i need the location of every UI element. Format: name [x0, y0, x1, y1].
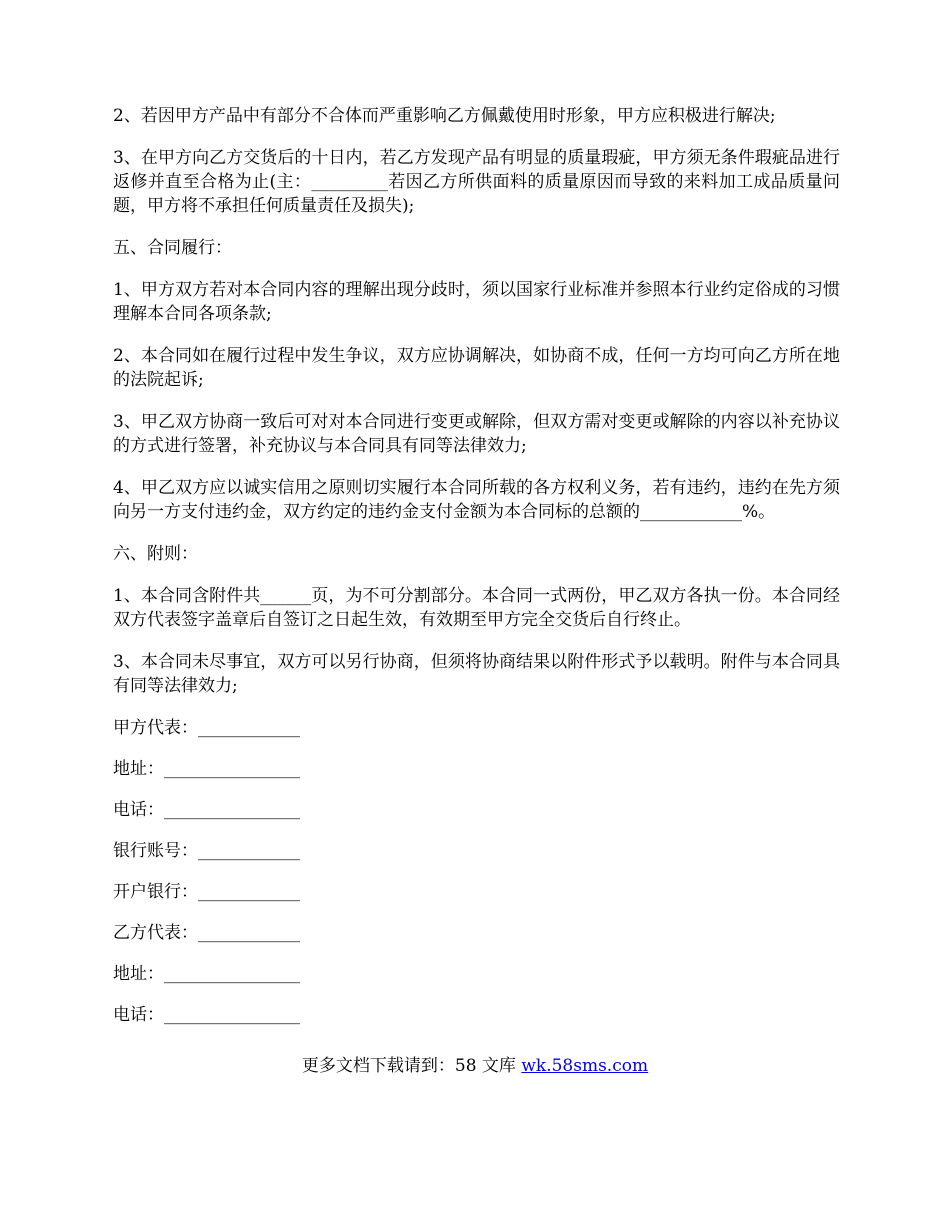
clause-unresolved-matters: 3、本合同未尽事宜，双方可以另行协商，但须将协商结果以附件形式予以载明。附件与本合同具有同等法律效力; [113, 652, 840, 696]
footer [0, 1054, 950, 1078]
clause-amendment: 3、甲乙双方协商一致后可对对本合同进行变更或解除，但双方需对变更或解除的内容以补充协议的方式进行签署，补充协议与本合同具有同等法律效力; [113, 412, 840, 456]
clause-disputes: 2、本合同如在履行过程中发生争议，双方应协调解决，如协商不成，任何一方均可向乙方所在地的法院起诉; [113, 346, 840, 390]
signature-block [113, 716, 840, 1044]
section-heading-performance: 五、合同履行： [113, 238, 232, 258]
party-b-representative-field: 乙方代表：____________ [113, 923, 300, 943]
footer-text: 更多文档下载请到：58 文库 [301, 1056, 522, 1076]
party-b-address-field: 地址：________________ [113, 964, 300, 984]
party-a-bank-account-field: 银行账号：____________ [113, 841, 300, 861]
party-b-phone-field: 电话：________________ [113, 1005, 300, 1025]
footer-link[interactable]: wk.58sms.com [521, 1056, 649, 1076]
document-body [113, 104, 840, 1044]
clause-penalty: 4、甲乙双方应以诚实信用之原则切实履行本合同所载的各方权利义务，若有违约，违约在先方须向另一方支付违约金，双方约定的违约金支付金额为本合同标的总额的____________%。 [113, 478, 840, 522]
clause-interpretation: 1、甲方双方若对本合同内容的理解出现分歧时，须以国家行业标准并参照本行业约定俗成的习惯理解本合同各项条款; [113, 280, 840, 324]
section-heading-supplementary: 六、附则： [113, 544, 198, 564]
clause-attachments: 1、本合同含附件共______页，为不可分割部分。本合同一式两份，甲乙双方各执一份。本合同经双方代表签字盖章后自签订之日起生效，有效期至甲方完全交货后自行终止。 [113, 586, 840, 630]
party-a-phone-field: 电话：________________ [113, 800, 300, 820]
clause-quality-defects: 3、在甲方向乙方交货后的十日内，若乙方发现产品有明显的质量瑕疵，甲方须无条件瑕疵品进行返修并直至合格为止(主：_________若因乙方所供面料的质量原因而导致的来料加工成品质量问题，甲方将不承担任何质量责任及损失); [113, 148, 840, 216]
party-a-bank-field: 开户银行：____________ [113, 882, 300, 902]
party-a-representative-field: 甲方代表：____________ [113, 718, 300, 738]
clause-quality-fit: 2、若因甲方产品中有部分不合体而严重影响乙方佩戴使用时形象，甲方应积极进行解决; [113, 106, 776, 126]
party-a-address-field: 地址：________________ [113, 759, 300, 779]
